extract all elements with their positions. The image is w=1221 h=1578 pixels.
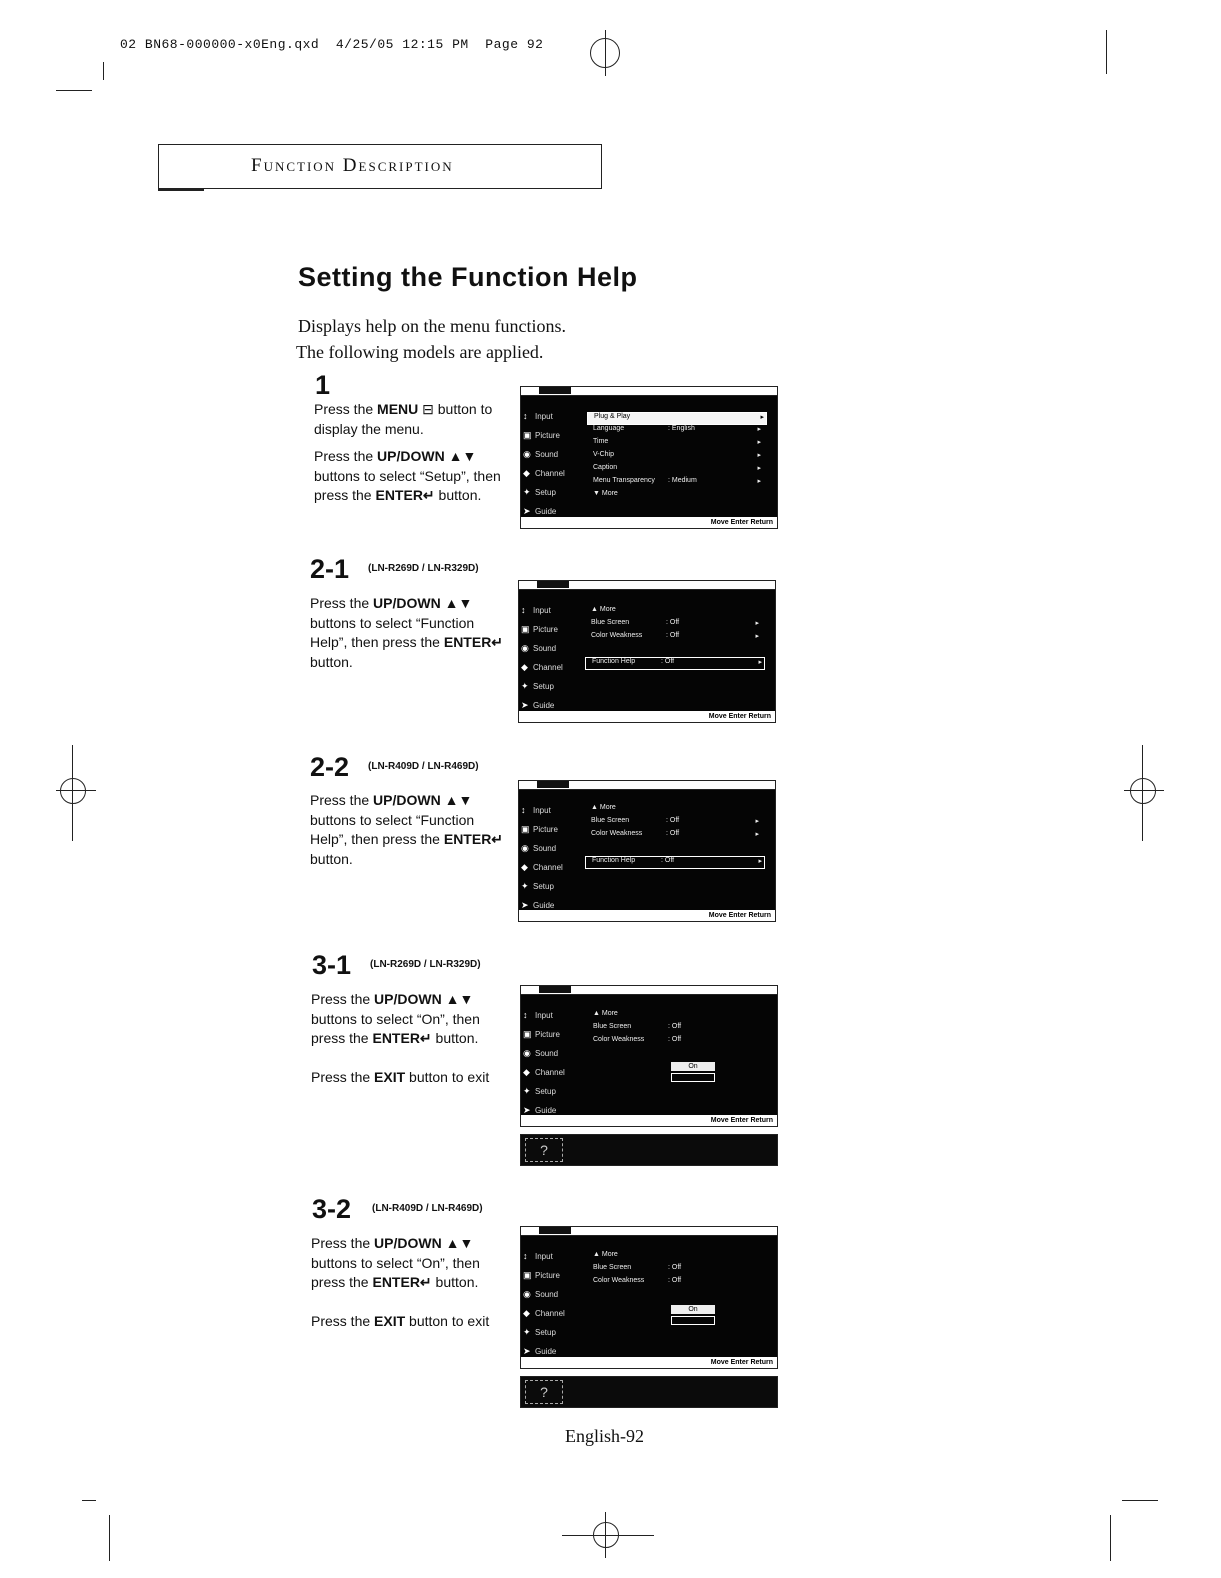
- sidebar-item-input: ↕ Input: [523, 1010, 553, 1020]
- menu-row: ▲ More: [591, 804, 616, 811]
- step-2-1-instruction: Press the UP/DOWN ▲▼ buttons to select “Function Help”, then press the ENTER↵ button.: [310, 595, 504, 670]
- tv-menu-screenshot-function-help: [518, 580, 776, 723]
- registration-mark: [1124, 790, 1164, 791]
- registration-mark: [1130, 778, 1156, 804]
- option-off: [671, 1073, 715, 1082]
- input-icon: ↕: [523, 1010, 528, 1020]
- tv-label: [539, 1227, 571, 1234]
- step-number: 3-2: [312, 1194, 352, 1224]
- page-title: Setting the Function Help: [298, 262, 638, 292]
- tv-sidebar: [521, 998, 577, 1114]
- tv-bottom-bar: Move Enter Return: [521, 517, 777, 528]
- slug-page-label: Page: [485, 37, 519, 52]
- menu-row: Time ▸: [593, 438, 761, 446]
- page-footer: English-92: [565, 1426, 644, 1446]
- step-3-1-instruction-b: Press the EXIT button to exit: [311, 1069, 490, 1085]
- menu-row: V-Chip ▸: [593, 451, 761, 459]
- tv-menu-list: [583, 593, 767, 710]
- step-number: 2-2: [310, 752, 350, 782]
- sidebar-item-sound: ◉ Sound: [523, 1048, 559, 1058]
- guide-icon: ➤: [523, 1105, 531, 1115]
- help-icon: ?: [525, 1380, 563, 1404]
- on-off-popup: [671, 1305, 715, 1327]
- tv-bottom-bar: Move Enter Return: [521, 1115, 777, 1126]
- sidebar-item-channel: ◆ Channel: [523, 1067, 565, 1077]
- step-models: (LN-R269D / LN-R329D): [370, 959, 481, 970]
- option-off: [671, 1316, 715, 1325]
- step-2-2-instruction: Press the UP/DOWN ▲▼ buttons to select “Function Help”, then press the ENTER↵ button.: [310, 792, 504, 867]
- registration-mark: [56, 790, 96, 791]
- option-on: On: [671, 1305, 715, 1314]
- help-icon: ?: [525, 1138, 563, 1162]
- sound-icon: ◉: [523, 1289, 531, 1299]
- tv-menu-screenshot-setup: [520, 386, 778, 529]
- setup-icon: ✦: [521, 681, 529, 691]
- tv-label: [539, 387, 571, 394]
- sidebar-item-sound: ◉ Sound: [521, 643, 557, 653]
- sidebar-item-sound: ◉ Sound: [521, 843, 557, 853]
- sidebar-item-channel: ◆ Channel: [521, 862, 563, 872]
- menu-row: Blue Screen : Off: [593, 1023, 682, 1030]
- tv-sidebar: [521, 1239, 577, 1356]
- channel-icon: ◆: [523, 1067, 530, 1077]
- menu-row: Language : English ▸: [593, 425, 761, 433]
- picture-icon: ▣: [523, 1029, 532, 1039]
- setup-icon: ✦: [523, 1327, 531, 1337]
- menu-row: Blue Screen : Off: [593, 1264, 682, 1271]
- tv-menu-screenshot-on-option: [520, 1226, 778, 1369]
- tv-title-bar: [519, 781, 775, 790]
- sidebar-item-setup: ✦ Setup: [523, 1086, 556, 1096]
- tv-bottom-bar: Move Enter Return: [519, 910, 775, 921]
- input-icon: ↕: [523, 1251, 528, 1261]
- channel-icon: ◆: [521, 862, 528, 872]
- input-icon: ↕: [523, 411, 528, 421]
- tv-title-bar: [519, 581, 775, 590]
- registration-mark: [562, 1535, 654, 1536]
- picture-icon: ▣: [521, 624, 530, 634]
- sidebar-item-input: ↕ Input: [523, 1251, 553, 1261]
- channel-icon: ◆: [523, 468, 530, 478]
- tv-label: [537, 581, 569, 588]
- step-number: 2-1: [310, 554, 350, 584]
- sidebar-item-picture: ▣ Picture: [521, 824, 558, 834]
- section-underline: [158, 189, 204, 191]
- intro-line: The following models are applied.: [296, 342, 544, 362]
- guide-icon: ➤: [523, 506, 531, 516]
- menu-row: Color Weakness : Off ▸: [591, 632, 759, 640]
- tv-sidebar: [519, 793, 575, 909]
- menu-row-selected: Plug & Play ▸: [587, 412, 767, 425]
- sound-icon: ◉: [523, 1048, 531, 1058]
- section-header: Function Description: [158, 144, 602, 189]
- sidebar-item-setup: ✦ Setup: [521, 681, 554, 691]
- crop-mark: [1106, 30, 1107, 74]
- sidebar-item-input: ↕ Input: [523, 411, 553, 421]
- crop-mark: [109, 1515, 110, 1561]
- tv-title-bar: [521, 1227, 777, 1236]
- tv-bottom-bar: Move Enter Return: [521, 1357, 777, 1368]
- menu-row: ▲ More: [591, 606, 616, 613]
- sidebar-item-sound: ◉ Sound: [523, 1289, 559, 1299]
- registration-mark: [1142, 745, 1143, 841]
- tv-menu-list: [585, 399, 769, 516]
- function-help-bar: [520, 1376, 778, 1408]
- tv-menu-screenshot-on-option: [520, 985, 778, 1127]
- sidebar-item-channel: ◆ Channel: [523, 1308, 565, 1318]
- sidebar-item-setup: ✦ Setup: [521, 881, 554, 891]
- menu-row: Blue Screen : Off ▸: [591, 619, 759, 627]
- tv-label: [537, 781, 569, 788]
- tv-menu-list: [585, 998, 769, 1114]
- menu-row: Color Weakness : Off: [593, 1277, 682, 1284]
- sidebar-item-guide: ➤ Guide: [521, 900, 555, 910]
- setup-icon: ✦: [521, 881, 529, 891]
- crop-mark: [103, 62, 104, 80]
- guide-icon: ➤: [521, 700, 529, 710]
- registration-mark: [60, 778, 86, 804]
- step-models: (LN-R409D / LN-R469D): [372, 1203, 483, 1214]
- step-1-instruction-b: Press the UP/DOWN ▲▼ buttons to select “Setup”, then press the ENTER↵ button.: [314, 448, 501, 503]
- registration-mark: [72, 745, 73, 841]
- menu-row: ▲ More: [593, 1010, 618, 1017]
- crop-mark: [1110, 1515, 1111, 1561]
- tv-bottom-bar: Move Enter Return: [519, 711, 775, 722]
- menu-row: Menu Transparency : Medium ▸: [593, 477, 761, 485]
- step-3-1-instruction-a: Press the UP/DOWN ▲▼ buttons to select “On”, then press the ENTER↵ button.: [311, 991, 480, 1046]
- guide-icon: ➤: [521, 900, 529, 910]
- sidebar-item-input: ↕ Input: [521, 805, 551, 815]
- crop-mark: [1122, 1500, 1158, 1501]
- slug-file: 02 BN68-000000-x0Eng.qxd: [120, 37, 320, 52]
- menu-row: Caption ▸: [593, 464, 761, 472]
- step-models: (LN-R409D / LN-R469D): [368, 761, 479, 772]
- on-off-popup: [671, 1062, 715, 1084]
- setup-icon: ✦: [523, 487, 531, 497]
- sidebar-item-picture: ▣ Picture: [523, 1270, 560, 1280]
- registration-mark: [605, 30, 606, 76]
- menu-row-selected: Function Help : Off ▸: [585, 657, 765, 670]
- sidebar-item-guide: ➤ Guide: [523, 506, 557, 516]
- sound-icon: ◉: [521, 843, 529, 853]
- step-number: 1: [315, 370, 331, 400]
- sidebar-item-setup: ✦ Setup: [523, 1327, 556, 1337]
- sound-icon: ◉: [523, 449, 531, 459]
- sidebar-item-picture: ▣ Picture: [521, 624, 558, 634]
- sidebar-item-sound: ◉ Sound: [523, 449, 559, 459]
- option-on: On: [671, 1062, 715, 1071]
- tv-title-bar: [521, 986, 777, 995]
- step-1-instruction-a: Press the MENU ⊟ button to display the menu.: [314, 401, 493, 437]
- tv-menu-screenshot-function-help: [518, 780, 776, 922]
- sound-icon: ◉: [521, 643, 529, 653]
- sidebar-item-channel: ◆ Channel: [523, 468, 565, 478]
- tv-label: [539, 986, 571, 993]
- picture-icon: ▣: [523, 430, 532, 440]
- input-icon: ↕: [521, 605, 526, 615]
- crop-mark: [56, 90, 92, 91]
- tv-menu-list: [585, 1239, 769, 1356]
- step-models: (LN-R269D / LN-R329D): [368, 563, 479, 574]
- menu-row: Blue Screen : Off ▸: [591, 817, 759, 825]
- sidebar-item-picture: ▣ Picture: [523, 1029, 560, 1039]
- guide-icon: ➤: [523, 1346, 531, 1356]
- sidebar-item-channel: ◆ Channel: [521, 662, 563, 672]
- slug-time: 12:15 PM: [402, 37, 469, 52]
- slug-page-num: 92: [526, 37, 544, 52]
- step-3-2-instruction-b: Press the EXIT button to exit: [311, 1313, 490, 1329]
- menu-row: Color Weakness : Off ▸: [591, 830, 759, 838]
- tv-sidebar: [521, 399, 577, 516]
- menu-row-selected: Function Help : Off ▸: [585, 856, 765, 869]
- intro-line: Displays help on the menu functions.: [298, 316, 566, 336]
- sidebar-item-input: ↕ Input: [521, 605, 551, 615]
- sidebar-item-guide: ➤ Guide: [523, 1105, 557, 1115]
- menu-row: Color Weakness : Off: [593, 1036, 682, 1043]
- picture-icon: ▣: [521, 824, 530, 834]
- tv-title-bar: [521, 387, 777, 396]
- menu-row: ▲ More: [593, 1251, 618, 1258]
- setup-icon: ✦: [523, 1086, 531, 1096]
- crop-mark: [82, 1500, 96, 1501]
- print-slug: [120, 37, 543, 52]
- input-icon: ↕: [521, 805, 526, 815]
- step-number: 3-1: [312, 950, 352, 980]
- menu-row: ▼ More: [593, 490, 618, 497]
- sidebar-item-picture: ▣ Picture: [523, 430, 560, 440]
- slug-date: 4/25/05: [335, 37, 394, 52]
- picture-icon: ▣: [523, 1270, 532, 1280]
- tv-sidebar: [519, 593, 575, 710]
- sidebar-item-guide: ➤ Guide: [521, 700, 555, 710]
- sidebar-item-setup: ✦ Setup: [523, 487, 556, 497]
- tv-menu-list: [583, 793, 767, 909]
- channel-icon: ◆: [521, 662, 528, 672]
- function-help-bar: [520, 1134, 778, 1166]
- sidebar-item-guide: ➤ Guide: [523, 1346, 557, 1356]
- step-3-2-instruction-a: Press the UP/DOWN ▲▼ buttons to select “On”, then press the ENTER↵ button.: [311, 1235, 480, 1290]
- channel-icon: ◆: [523, 1308, 530, 1318]
